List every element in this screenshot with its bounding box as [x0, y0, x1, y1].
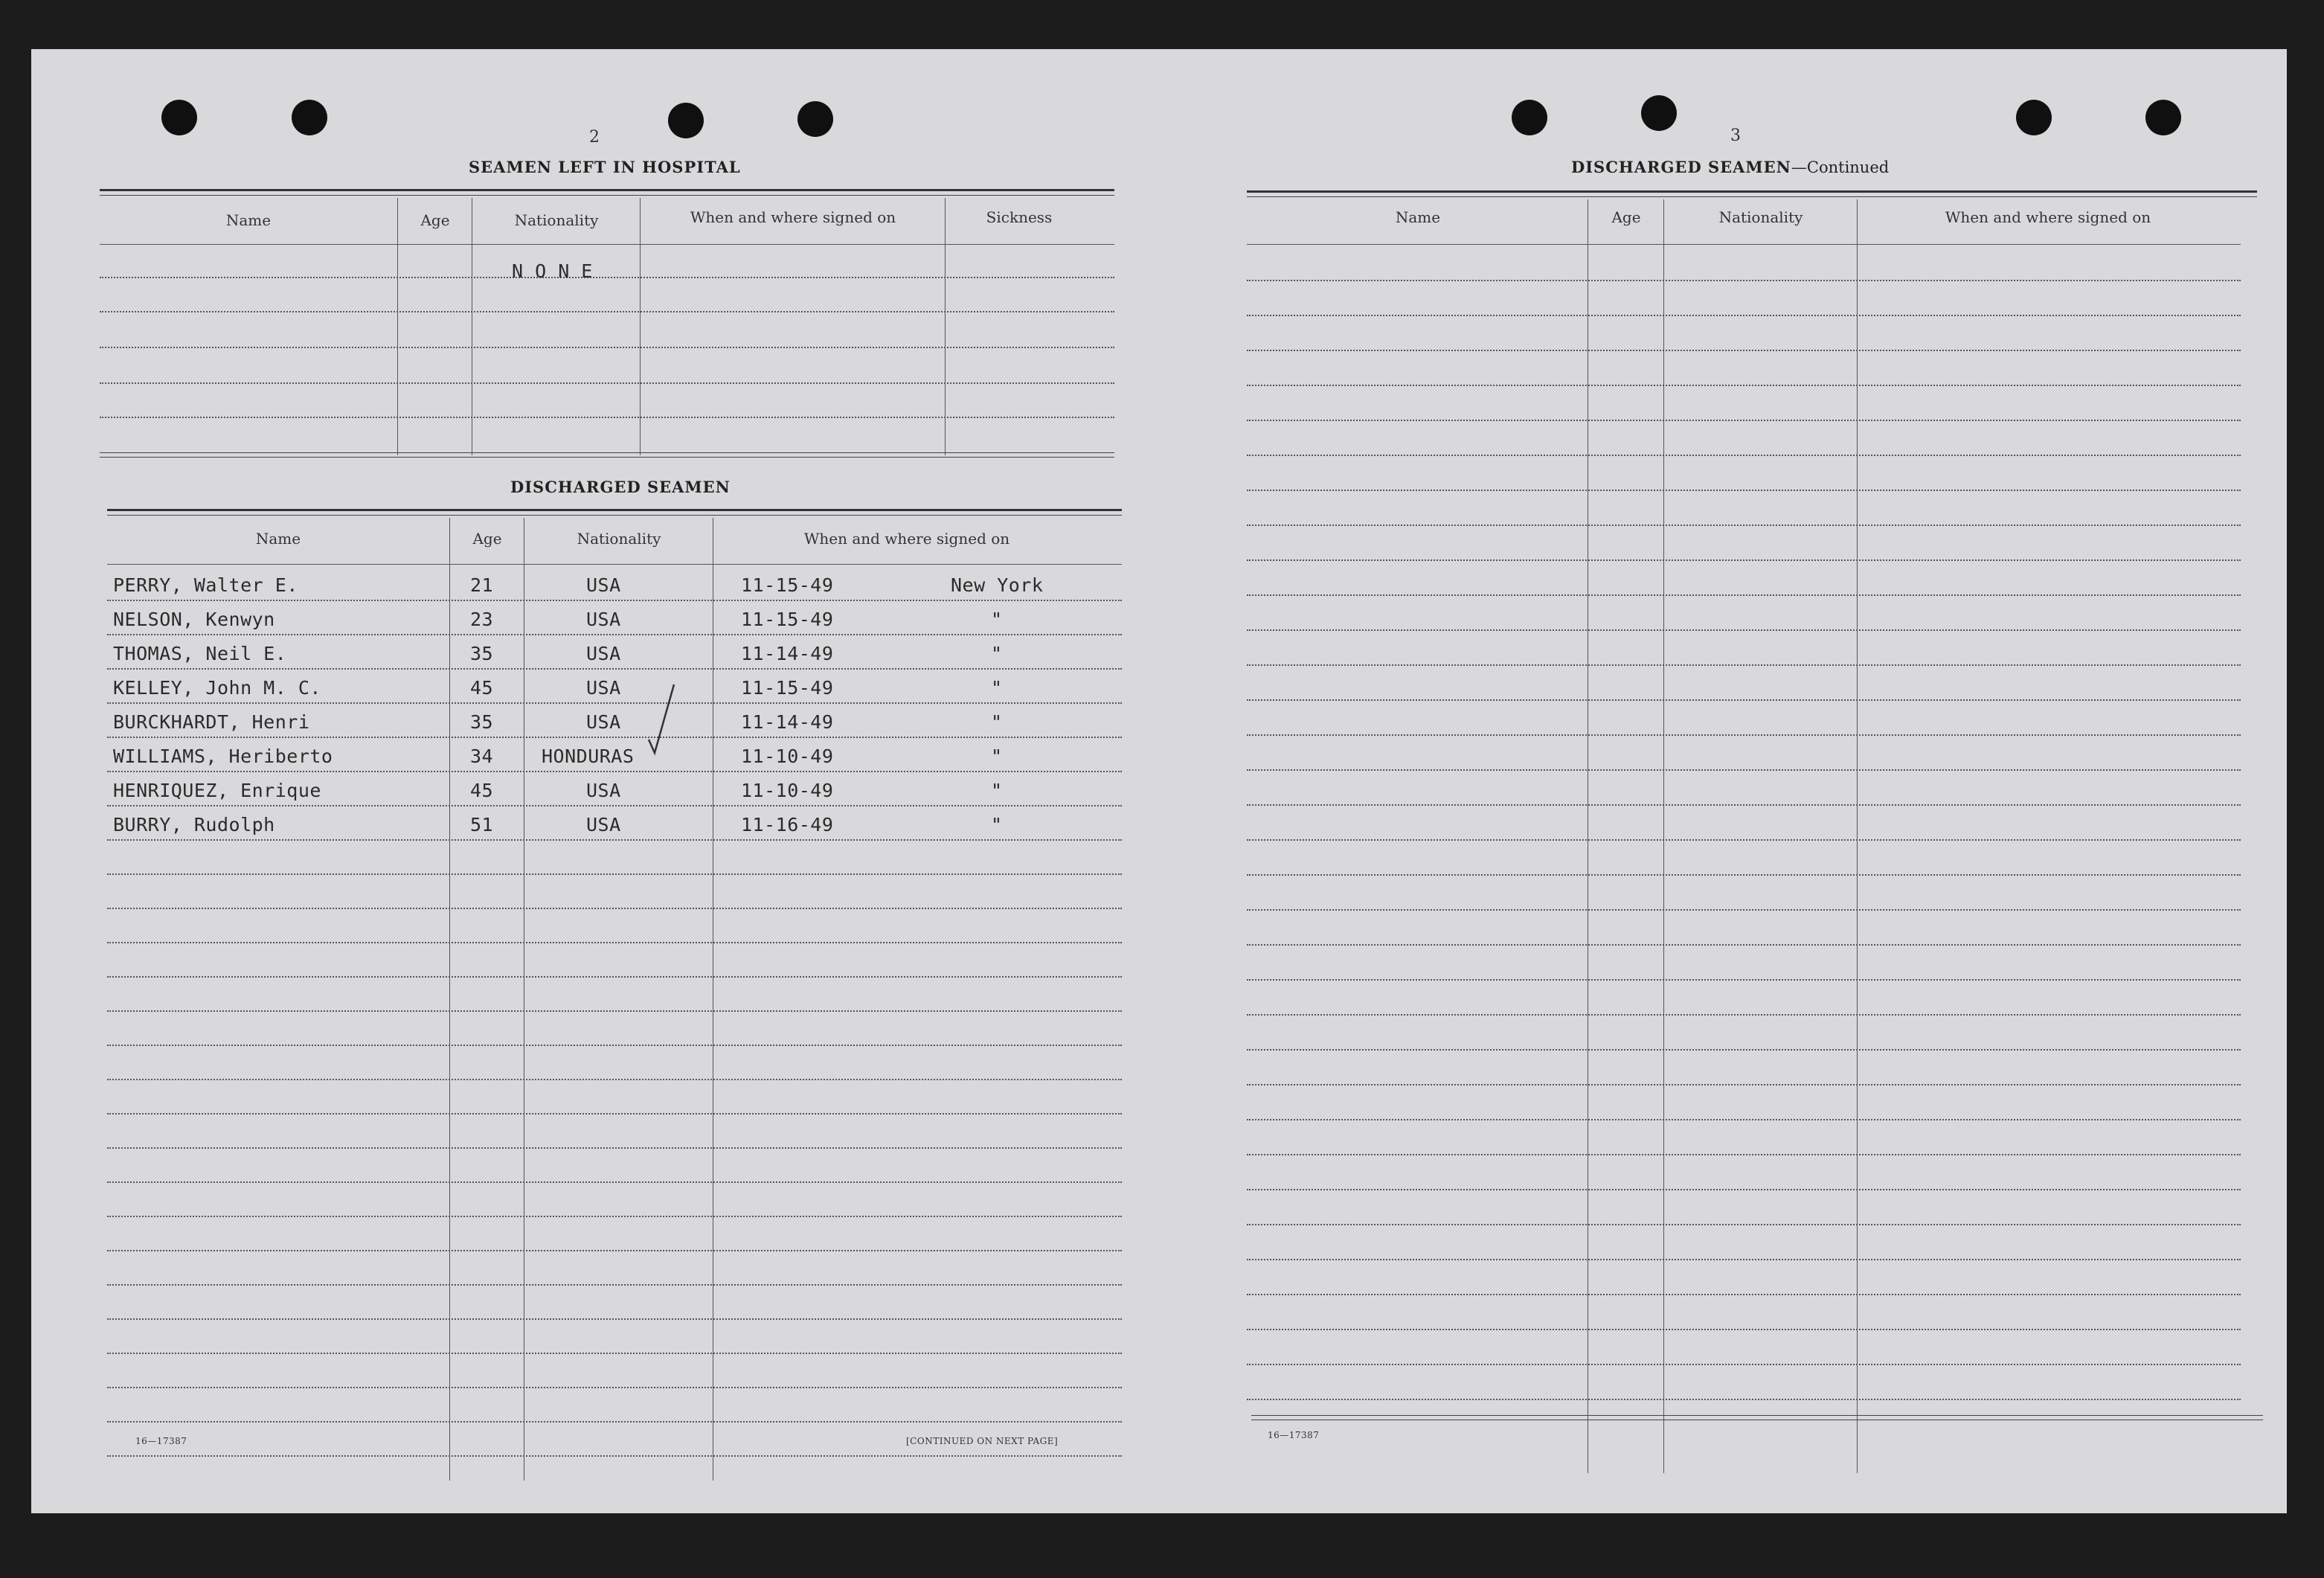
signed-place: " [991, 643, 1003, 664]
hospital-row-line [100, 382, 1114, 384]
seaman-name: BURCKHARDT, Henri [113, 711, 310, 733]
seaman-name: WILLIAMS, Heriberto [113, 745, 333, 767]
hospital-row-line [100, 311, 1114, 312]
signed-date: 11-10-49 [741, 745, 834, 767]
discharged-row-line [107, 1216, 1122, 1217]
right-row-line [1247, 769, 2241, 771]
seaman-name: NELSON, Kenwyn [113, 609, 275, 630]
right-row-line [1247, 1259, 2241, 1260]
right-row-line [1247, 559, 2241, 561]
discharged-header-name: Name [255, 530, 301, 548]
signed-place: " [991, 677, 1003, 699]
right-row-line [1247, 1399, 2241, 1400]
right-header-rule [1247, 244, 2241, 245]
discharged-row-line [107, 634, 1122, 635]
checkmark-annotation [644, 681, 681, 771]
right-row-line [1247, 280, 2241, 281]
discharged-row-line [107, 1079, 1122, 1080]
discharged-row-line [107, 1353, 1122, 1354]
right-title-main: DISCHARGED SEAMEN [1571, 158, 1791, 176]
discharged-title: DISCHARGED SEAMEN [510, 478, 731, 496]
hospital-header-name: Name [225, 211, 272, 229]
punch-hole [668, 103, 704, 138]
signed-place: " [991, 745, 1003, 767]
hospital-row-line [100, 347, 1114, 348]
seaman-nationality: HONDURAS [542, 745, 635, 767]
right-row-line [1247, 1014, 2241, 1016]
discharged-header-signed: When and where signed on [803, 530, 1010, 548]
right-discharged-title [1571, 158, 1889, 176]
seaman-name: HENRIQUEZ, Enrique [113, 780, 321, 801]
right-row-line [1247, 525, 2241, 526]
right-row-line [1247, 629, 2241, 631]
right-header-age: Age [1611, 208, 1641, 226]
seaman-name: THOMAS, Neil E. [113, 643, 287, 664]
seaman-age: 23 [470, 609, 494, 630]
signed-place: " [991, 780, 1003, 801]
right-row-line [1247, 490, 2241, 491]
seaman-nationality: USA [586, 574, 621, 596]
signed-place: " [991, 609, 1003, 630]
right-row-line [1247, 455, 2241, 456]
discharged-row-line [107, 942, 1122, 943]
document-sheet [31, 49, 2287, 1513]
right-row-line [1247, 385, 2241, 386]
discharged-col-divider [449, 518, 450, 1481]
discharged-top-rule-2 [107, 515, 1122, 516]
signed-date: 11-15-49 [741, 677, 834, 699]
hospital-bottom-rule-2 [100, 457, 1114, 458]
hospital-header-signed: When and where signed on [690, 208, 896, 226]
discharged-row-line [107, 1147, 1122, 1149]
right-row-line [1247, 909, 2241, 911]
left-page-number: 2 [589, 128, 600, 147]
seaman-name: KELLEY, John M. C. [113, 677, 321, 699]
discharged-top-rule [107, 509, 1122, 511]
hospital-bottom-rule [100, 452, 1114, 453]
hospital-row-line [100, 417, 1114, 418]
seaman-age: 45 [470, 677, 494, 699]
right-row-line [1247, 1049, 2241, 1051]
right-title-suffix: —Continued [1791, 158, 1890, 176]
punch-hole [2145, 100, 2181, 135]
discharged-row-line [107, 1181, 1122, 1183]
right-row-line [1247, 699, 2241, 701]
punch-hole [1641, 95, 1677, 131]
right-row-line [1247, 1294, 2241, 1295]
right-row-line [1247, 1119, 2241, 1120]
right-row-line [1247, 874, 2241, 876]
seaman-age: 45 [470, 780, 494, 801]
right-header-signed: When and where signed on [1945, 208, 2151, 226]
seaman-nationality: USA [586, 609, 621, 630]
right-row-line [1247, 664, 2241, 666]
right-col-divider [1663, 199, 1664, 1473]
hospital-title: SEAMEN LEFT IN HOSPITAL [469, 158, 741, 176]
discharged-row-line [107, 1045, 1122, 1046]
right-row-line [1247, 734, 2241, 736]
punch-hole [797, 101, 833, 137]
signed-date: 11-15-49 [741, 574, 834, 596]
right-page-number: 3 [1730, 126, 1741, 145]
punch-hole [1512, 100, 1547, 135]
right-row-line [1247, 804, 2241, 806]
punch-hole [2016, 100, 2052, 135]
right-row-line [1247, 1224, 2241, 1225]
right-row-line [1247, 594, 2241, 596]
punch-hole [292, 100, 327, 135]
discharged-row-line [107, 805, 1122, 806]
seaman-nationality: USA [586, 643, 621, 664]
right-top-rule-2 [1247, 196, 2257, 197]
seaman-age: 34 [470, 745, 494, 767]
right-row-line [1247, 944, 2241, 946]
discharged-row-line [107, 771, 1122, 772]
right-bottom-rule [1251, 1415, 2263, 1416]
hospital-header-rule [100, 244, 1114, 245]
discharged-row-line [107, 737, 1122, 738]
seaman-age: 35 [470, 643, 494, 664]
seaman-nationality: USA [586, 780, 621, 801]
discharged-row-line [107, 668, 1122, 670]
right-row-line [1247, 1084, 2241, 1085]
signed-place: New York [951, 574, 1044, 596]
right-row-line [1247, 315, 2241, 316]
discharged-row-line [107, 839, 1122, 841]
discharged-row-line [107, 1421, 1122, 1423]
discharged-row-line [107, 600, 1122, 601]
seaman-age: 21 [470, 574, 494, 596]
right-row-line [1247, 979, 2241, 981]
seaman-nationality: USA [586, 677, 621, 699]
discharged-row-line [107, 1387, 1122, 1388]
hospital-row-line [100, 277, 1114, 278]
hospital-none-entry: N O N E [512, 260, 593, 282]
discharged-row-line [107, 1113, 1122, 1114]
signed-date: 11-15-49 [741, 609, 834, 630]
right-top-rule [1247, 190, 2257, 193]
right-header-name: Name [1395, 208, 1441, 226]
discharged-header-age: Age [472, 530, 502, 548]
right-row-line [1247, 1154, 2241, 1155]
seaman-age: 51 [470, 814, 494, 835]
right-row-line [1247, 350, 2241, 351]
right-header-nationality: Nationality [1718, 208, 1803, 226]
discharged-row-line [107, 908, 1122, 909]
discharged-row-line [107, 1455, 1122, 1457]
discharged-row-line [107, 976, 1122, 978]
seaman-nationality: USA [586, 814, 621, 835]
signed-place: " [991, 814, 1003, 835]
signed-place: " [991, 711, 1003, 733]
seaman-name: PERRY, Walter E. [113, 574, 298, 596]
discharged-header-nationality: Nationality [577, 530, 661, 548]
hospital-top-rule [100, 189, 1114, 191]
signed-date: 11-14-49 [741, 711, 834, 733]
right-row-line [1247, 420, 2241, 421]
discharged-row-line [107, 1250, 1122, 1251]
right-row-line [1247, 1364, 2241, 1365]
right-row-line [1247, 839, 2241, 841]
signed-date: 11-14-49 [741, 643, 834, 664]
right-col-divider [1857, 199, 1858, 1473]
continued-note: [CONTINUED ON NEXT PAGE] [906, 1436, 1059, 1446]
signed-date: 11-10-49 [741, 780, 834, 801]
hospital-header-nationality: Nationality [514, 211, 599, 229]
hospital-top-rule-2 [100, 195, 1114, 196]
hospital-header-age: Age [420, 211, 450, 229]
seaman-name: BURRY, Rudolph [113, 814, 275, 835]
hospital-header-sickness: Sickness [986, 208, 1053, 226]
discharged-header-rule [107, 564, 1122, 565]
right-row-line [1247, 1329, 2241, 1330]
right-row-line [1247, 1189, 2241, 1190]
discharged-row-line [107, 1318, 1122, 1320]
discharged-row-line [107, 1284, 1122, 1286]
punch-hole [161, 100, 197, 135]
discharged-row-line [107, 873, 1122, 875]
right-form-number: 16—17387 [1268, 1430, 1320, 1440]
seaman-nationality: USA [586, 711, 621, 733]
left-form-number: 16—17387 [135, 1436, 187, 1446]
signed-date: 11-16-49 [741, 814, 834, 835]
discharged-row-line [107, 702, 1122, 704]
seaman-age: 35 [470, 711, 494, 733]
discharged-row-line [107, 1010, 1122, 1012]
